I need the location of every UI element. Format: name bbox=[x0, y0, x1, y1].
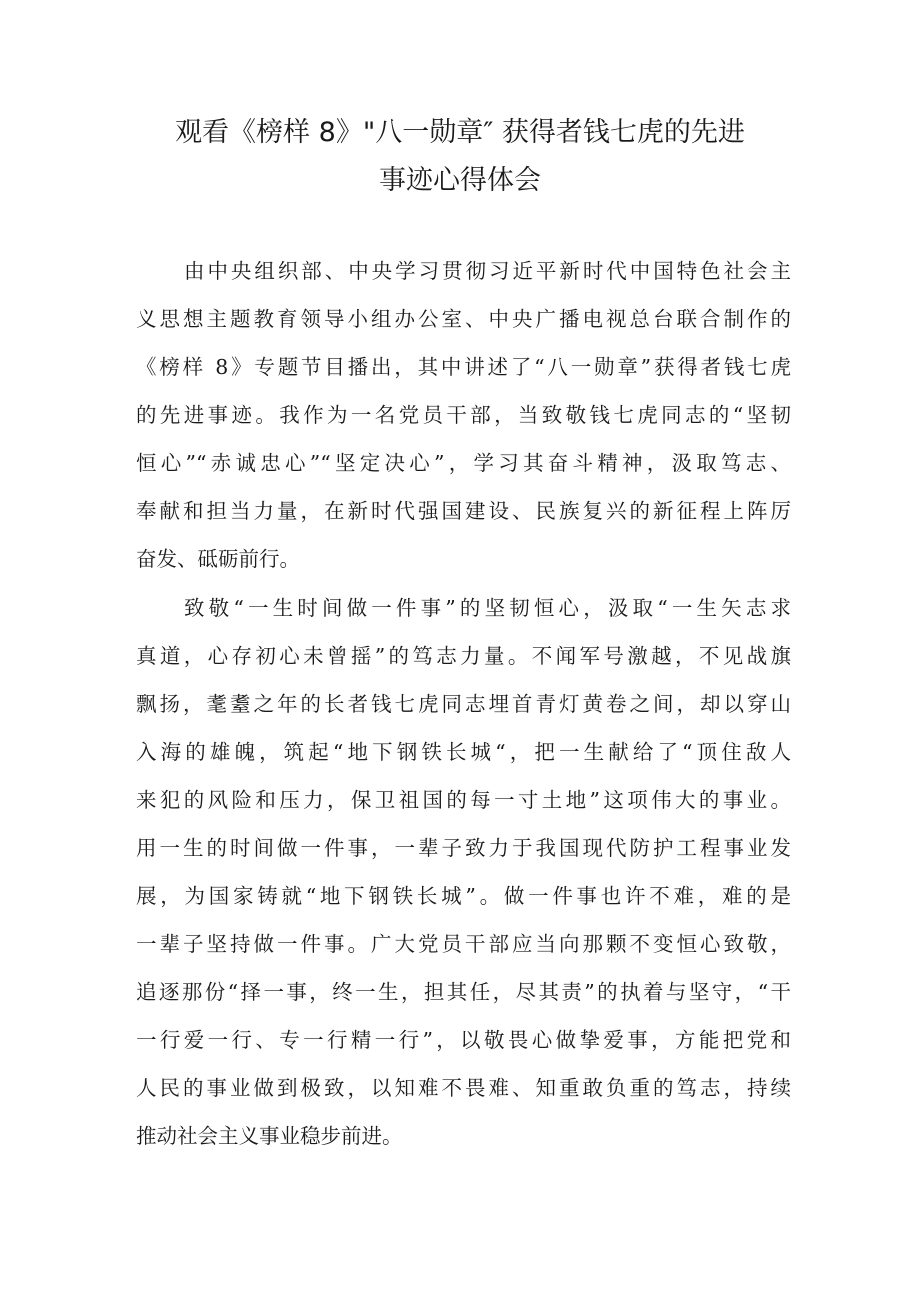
paragraph-line: 一辈子坚持做一件事。广大党员干部应当向那颗不变恒心致敬， bbox=[136, 932, 791, 956]
paragraph-line: 真道，心存初心未曾摇”的笃志力量。不闻军号激越，不见战旗 bbox=[136, 644, 791, 668]
paragraph-line: 用一生的时间做一件事，一辈子致力于我国现代防护工程事业发 bbox=[136, 836, 791, 860]
paragraph-line: 的先进事迹。我作为一名党员干部，当致敬钱七虎同志的“坚韧 bbox=[136, 403, 791, 427]
paragraph-line: 奉献和担当力量，在新时代强国建设、民族复兴的新征程上阵厉 bbox=[136, 499, 791, 523]
document-title-line-2: 事迹心得体会 bbox=[379, 165, 541, 196]
paragraph-line: 推动社会主义事业稳步前进。 bbox=[136, 1124, 403, 1148]
paragraph-line: 入海的雄魄，筑起“地下钢铁长城“，把一生献给了“顶住敌人 bbox=[136, 740, 791, 764]
paragraph-line: 恒心”“赤诚忠心”“坚定决心”，学习其奋斗精神，汲取笃志、 bbox=[136, 451, 791, 475]
paragraph-line: 追逐那份“择一事，终一生，担其任，尽其责”的执着与坚守，“干 bbox=[136, 980, 791, 1004]
paragraph-line: 人民的事业做到极致，以知难不畏难、知重敢负重的笃志，持续 bbox=[136, 1076, 791, 1100]
paragraph-line: 致敬“一生时间做一件事”的坚韧恒心，汲取“一生矢志求 bbox=[184, 596, 791, 620]
paragraph-line: 展，为国家铸就“地下钢铁长城”。做一件事也许不难，难的是 bbox=[136, 884, 791, 908]
paragraph-line: 来犯的风险和压力，保卫祖国的每一寸土地”这项伟大的事业。 bbox=[136, 788, 791, 812]
paragraph-line: 由中央组织部、中央学习贯彻习近平新时代中国特色社会主 bbox=[184, 259, 791, 283]
paragraph-line: 奋发、砥砺前行。 bbox=[136, 547, 300, 571]
document-title-line-1: 观看《榜样 8》"八一勋章″ 获得者钱七虎的先进 bbox=[175, 117, 745, 148]
paragraph-line: 一行爱一行、专一行精一行”，以敬畏心做挚爱事，方能把党和 bbox=[136, 1028, 791, 1052]
paragraph-line: 《榜样 8》专题节目播出，其中讲述了“八一勋章”获得者钱七虎 bbox=[136, 355, 791, 379]
paragraph-line: 飘扬，耄耋之年的长者钱七虎同志埋首青灯黄卷之间，却以穿山 bbox=[136, 692, 791, 716]
paragraph-line: 义思想主题教育领导小组办公室、中央广播电视总台联合制作的 bbox=[136, 307, 791, 331]
